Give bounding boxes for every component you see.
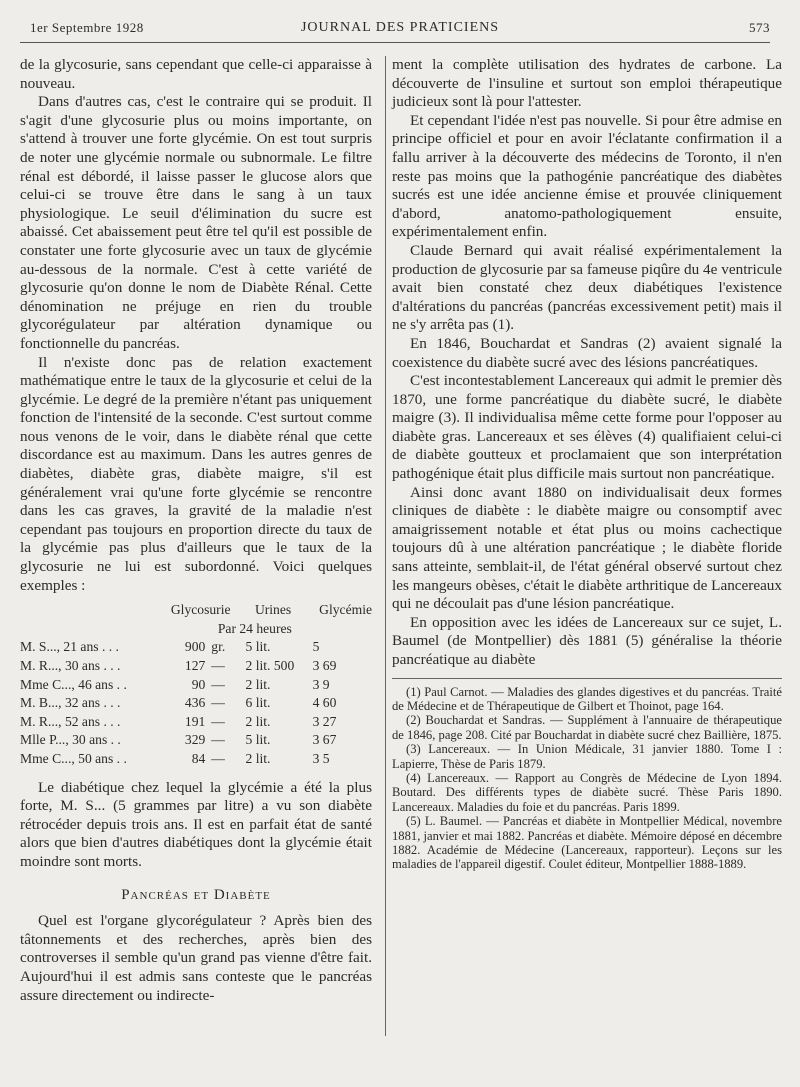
patient-cell: Mme C..., 46 ans . . [20, 676, 127, 692]
issue-date: 1er Septembre 1928 [30, 20, 144, 35]
urines-cell: 6 lit. [245, 695, 271, 711]
glycosurie-cell: 329 [184, 732, 206, 748]
paragraph: Il n'existe donc pas de relation exactement mathématique entre le taux de la glycosurie et celui de la glycémie. Le degré de la première n'étant pas uniquement fonction de l'intensité de la seconde. C'est surtout comme nous venons de le voir, dans le diabète rénal que cette discordance est au maximum. Dans les autres genres de diabètes, diabète gras, diabète maigre, s'il est généralement vrai qu'une forte glycémie se rencontre dans les cas graves, la gravité de la maladie n'est cependant pas toujours en proportion directe du taux de la glycémie pas plus d'ailleurs que le taux de la glycosurie ne lui est subordonné. Voici quelques exemples : [20, 353, 372, 594]
left-column [20, 56, 372, 1005]
table-subheader-row [20, 620, 372, 639]
right-column [392, 56, 782, 872]
patient-cell: Mlle P..., 30 ans . . [20, 732, 121, 748]
unit-cell: — [211, 676, 225, 692]
table-row [20, 638, 372, 657]
table-row [20, 657, 372, 676]
glycemie-cell: 3 9 [312, 676, 330, 692]
table-row [20, 713, 372, 732]
patient-cell: M. B..., 32 ans . . . [20, 695, 121, 711]
glycemie-cell: 3 69 [312, 658, 337, 673]
paragraph: Dans d'autres cas, c'est le contraire qui se produit. Il s'agit d'une glycosurie plus ou moins importante, on s'attend à trouver une forte glycémie. On est tout surpris de noter une glycémie normale ou subnormale. Le filtre rénal est débordé, il laisse passer le glucose alors que celui-ci se trouve être dans le sang à un taux physiologique. Le seuil d'élimination du sucre est abaissé. Cet abaissement peut être tel qu'il est possible de constater une forte glycosurie avec un taux de glycémie au-dessous de la normale. C'est à cette variété de glycosurie qu'on donne le nom de Diabète Rénal. Cette dénomination ne préjuge en rien du trouble glycorégulateur par altération dynamique ou fonctionnelle du pancréas. [20, 93, 372, 352]
paragraph: En opposition avec les idées de Lancereaux sur ce sujet, L. Baumel (de Montpellier) dès 1881 (5) généralise la théorie pancréatique au diabète [392, 613, 782, 668]
table-row [20, 731, 372, 750]
patient-cell: Mme C..., 50 ans . . [20, 750, 127, 766]
page-header [30, 16, 770, 44]
table-row [20, 750, 372, 769]
glycemie-cell: 3 27 [312, 713, 337, 729]
header-rule [20, 42, 770, 43]
glycemie-cell: 5 [312, 639, 320, 655]
table-row [20, 694, 372, 713]
paragraph: ment la complète utilisation des hydrates de carbone. La découverte de l'insuline et surtout son emploi thérapeutique judicieux sont là pour l'attester. [392, 56, 782, 111]
paragraph: Et cependant l'idée n'est pas nouvelle. Si pour être admise en principe officiel et pour en avoir l'éclatante confirmation il a fallu arriver à la découverte des médecins de Toronto, il n'en reste pas moins que la pathogénie pancréatique des diabètes sucrés est une idée ancienne émise et prouvée cliniquement d'abord, anatomo-pathologiquement ensuite, expérimentalement enfin. [392, 111, 782, 241]
glycosurie-cell: 191 [184, 713, 206, 729]
urines-cell: 2 lit. 500 [245, 658, 295, 673]
journal-title: JOURNAL DES PRATICIENS [300, 20, 500, 35]
footnotes [392, 678, 782, 872]
paragraph: En 1846, Bouchardat et Sandras (2) avaient signalé la coexistence du diabète sucré avec des lésions pancréatiques. [392, 334, 782, 371]
glycemie-cell: 4 60 [312, 695, 337, 711]
footnote: (3) Lancereaux. — In Union Médicale, 31 janvier 1880. Tome I : Lapierre, Thèse de Paris 1879. [392, 742, 782, 771]
table-header-row [20, 601, 372, 620]
glycemia-table [20, 601, 372, 768]
glycosurie-cell: 84 [191, 750, 206, 766]
glycosurie-cell: 127 [184, 658, 206, 673]
urines-cell: 5 lit. [245, 732, 271, 748]
table-row [20, 676, 372, 695]
urines-cell: 2 lit. [245, 750, 271, 766]
paragraph: de la glycosurie, sans cependant que celle-ci apparaisse à nouveau. [20, 56, 372, 92]
paragraph: Quel est l'organe glycorégulateur ? Après bien des tâtonnements et des recherches, après bien des controverses il semble qu'un grand pas vienne d'être fait. Aujourd'hui il est admis sans conteste que le pancréas assure directement ou indirecte- [20, 912, 372, 1004]
col-header-glycosurie: Glycosurie [170, 602, 231, 618]
paragraph: Le diabétique chez lequel la glycémie a été la plus forte, M. S... (5 grammes par litre) a vu son diabète rétrocéder depuis trois ans. Il est en parfait état de santé alors que bien d'autres diabétiques dont la glycémie était moindre sont morts. [20, 778, 372, 870]
unit-cell: — [211, 750, 225, 766]
column-divider [385, 56, 386, 1036]
col-header-glycemie: Glycémie [319, 602, 372, 618]
urines-cell: 2 lit. [245, 676, 271, 692]
patient-cell: M. S..., 21 ans . . . [20, 639, 119, 655]
unit-cell: — [211, 658, 225, 673]
unit-cell: — [211, 695, 225, 711]
urines-cell: 5 lit. [245, 639, 271, 655]
glycosurie-cell: 436 [184, 695, 206, 711]
urines-cell: 2 lit. [245, 713, 271, 729]
paragraph: C'est incontestablement Lancereaux qui admit le premier dès 1870, une forme pancréatique du diabète sucré, le diabète maigre (3). Il individualisa même cette forme pour l'opposer au diabète gras. Lancereaux et ses élèves (4) qualifiaient celui-ci de diabète goutteux et proclamaient que son interprétation pathogénique était plus difficile mais surtout non pancréatique. [392, 372, 782, 483]
glycosurie-cell: 90 [191, 676, 206, 692]
unit-cell: — [211, 732, 225, 748]
page-number: 573 [749, 20, 770, 35]
footnote: (2) Bouchardat et Sandras. — Supplément à l'annuaire de thérapeutique de 1846, page 208. Cité par Bouchardat in diabète sucré chez Baillière, 1875. [392, 713, 782, 742]
section-heading: Pancréas et Diabète [121, 886, 271, 903]
footnote: (1) Paul Carnot. — Maladies des glandes digestives et du pancréas. Traité de Médecine et de Thérapeutique de Gilbert et Thoinot, page 164. [392, 684, 782, 713]
paragraph: Ainsi donc avant 1880 on individualisait deux formes cliniques de diabète : le diabète maigre ou consomptif avec amaigrissement notable et état plus ou moins cachectique toujours dû à une altération pancréatique ; le diabète floride sans atteinte, semblait-il, de l'état général observé surtout chez les mangeurs obèses, c'était le diabète arthritique de Lancereaux qui ne découlait pas d'une lésion pancréatique. [392, 483, 782, 613]
glycemie-cell: 3 5 [312, 750, 330, 766]
glycosurie-cell: 900 [184, 639, 206, 655]
footnote: (4) Lancereaux. — Rapport au Congrès de Médecine de Lyon 1894. Boutard. Des différents types de diabète sucré. Thèse Paris 1890. Lancereaux. Maladies du foie et du pancréas. Paris 1899. [392, 771, 782, 814]
patient-cell: M. R..., 30 ans . . . [20, 658, 121, 673]
paragraph: Claude Bernard qui avait réalisé expérimentalement la production de glycosurie par sa fameuse piqûre du 4e ventricule avait bien constaté chez deux diabétiques l'existence d'altérations du pancréas (pancréas excessivement petit) mais il ne s'y arrêta pas (1). [392, 241, 782, 334]
unit-cell: gr. [211, 639, 226, 655]
col-subheader: Par 24 heures [217, 620, 292, 636]
patient-cell: M. R..., 52 ans . . . [20, 713, 121, 729]
footnote: (5) L. Baumel. — Pancréas et diabète in Montpellier Médical, novembre 1881, janvier et mai 1882. Pancréas et diabète. Mémoire déposé en décembre 1882. Académie de Médecine (Lancereaux, rapporteur). Leçons sur les maladies de l'appareil digestif. Coulet éditeur, Montpellier 1888-1889. [392, 814, 782, 872]
unit-cell: — [211, 713, 225, 729]
glycemie-cell: 3 67 [312, 732, 337, 748]
col-header-urines: Urines [254, 602, 292, 618]
